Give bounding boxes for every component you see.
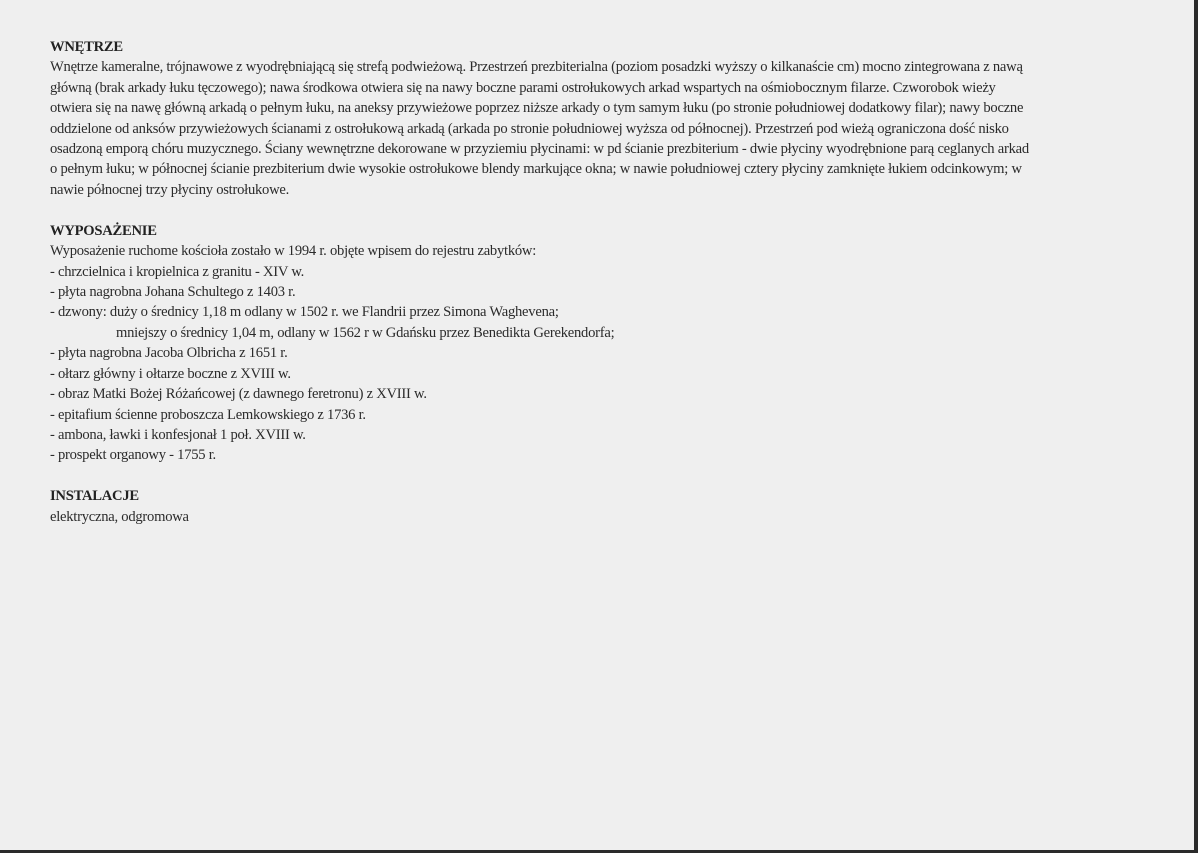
list-item: - obraz Matki Bożej Różańcowej (z dawnego feretronu) z XVIII w. <box>50 386 427 403</box>
paragraph-line: o pełnym łuku; w północnej ścianie prezbiterium dwie wysokie ostrołukowe blendy markujące okna; w nawie południowej cztery płyciny zamknięte łukiem odcinkowym; w <box>50 161 1022 178</box>
paragraph-line: Wnętrze kameralne, trójnawowe z wyodrębniającą się strefą podwieżową. Przestrzeń prezbiterialna (poziom posadzki wyższy o kilkanaście cm) mocno zintegrowana z nawą <box>50 59 1023 76</box>
paragraph-line: nawie północnej trzy płyciny ostrołukowe. <box>50 181 289 198</box>
paragraph-line: oddzielone od anksów przywieżowych ścianami z ostrołukową arkadą (arkada po stronie południowej wyższa od północnej). Przestrzeń pod wieżą ograniczona dość nisko <box>50 120 1009 137</box>
section-spacer <box>50 200 1160 221</box>
list-item: - dzwony: duży o średnicy 1,18 m odlany w 1502 r. we Flandrii przez Simona Waghevena; <box>50 304 559 321</box>
paragraph-line: osadzoną emporą chóru muzycznego. Ściany wewnętrzne dekorowane w przyziemiu płycinami: w pd ścianie prezbiterium - dwie płyciny wyodrębnione parą ceglanych arkad <box>50 141 1029 158</box>
installations-text: elektryczna, odgromowa <box>50 508 189 525</box>
document-content <box>50 37 1160 527</box>
section-heading-installations: INSTALACJE <box>50 488 139 505</box>
list-item-continuation: mniejszy o średnicy 1,04 m, odlany w 1562 r w Gdańsku przez Benedikta Gerekendorfa; <box>116 324 615 341</box>
furnishings-intro: Wyposażenie ruchome kościoła zostało w 1994 r. objęte wpisem do rejestru zabytków: <box>50 243 537 260</box>
section-furnishings <box>50 221 1160 466</box>
paragraph-line: otwiera się na nawę główną arkadą o pełnym łuku, na aneksy przywieżowe poprzez niższe arkady o tym samym łuku (po stronie południowej dodatkowy filar); nawy boczne <box>50 100 1024 117</box>
list-item: - epitafium ścienne proboszcza Lemkowskiego z 1736 r. <box>50 406 366 423</box>
list-item: - ołtarz główny i ołtarze boczne z XVIII w. <box>50 365 291 382</box>
paragraph-line: główną (brak arkady łuku tęczowego); nawa środkowa otwiera się na nawy boczne parami ostrołukowych arkad wspartych na ośmiobocznym filarze. Czworobok wieży <box>50 79 996 96</box>
furnishings-list <box>50 262 1160 466</box>
list-item: - płyta nagrobna Johana Schultego z 1403 r. <box>50 284 296 301</box>
section-heading-furnishings: WYPOSAŻENIE <box>50 222 157 239</box>
list-item: - ambona, ławki i konfesjonał 1 poł. XVIII w. <box>50 426 306 443</box>
interior-paragraph <box>50 57 1160 200</box>
section-interior <box>50 37 1160 200</box>
section-spacer <box>50 466 1160 487</box>
section-installations <box>50 486 1160 527</box>
list-item: - płyta nagrobna Jacoba Olbricha z 1651 r. <box>50 345 288 362</box>
scan-edge-right <box>1194 0 1198 853</box>
list-item: - prospekt organowy - 1755 r. <box>50 447 216 464</box>
section-heading-interior: WNĘTRZE <box>50 39 123 55</box>
list-item: - chrzcielnica i kropielnica z granitu - XIV w. <box>50 263 305 280</box>
